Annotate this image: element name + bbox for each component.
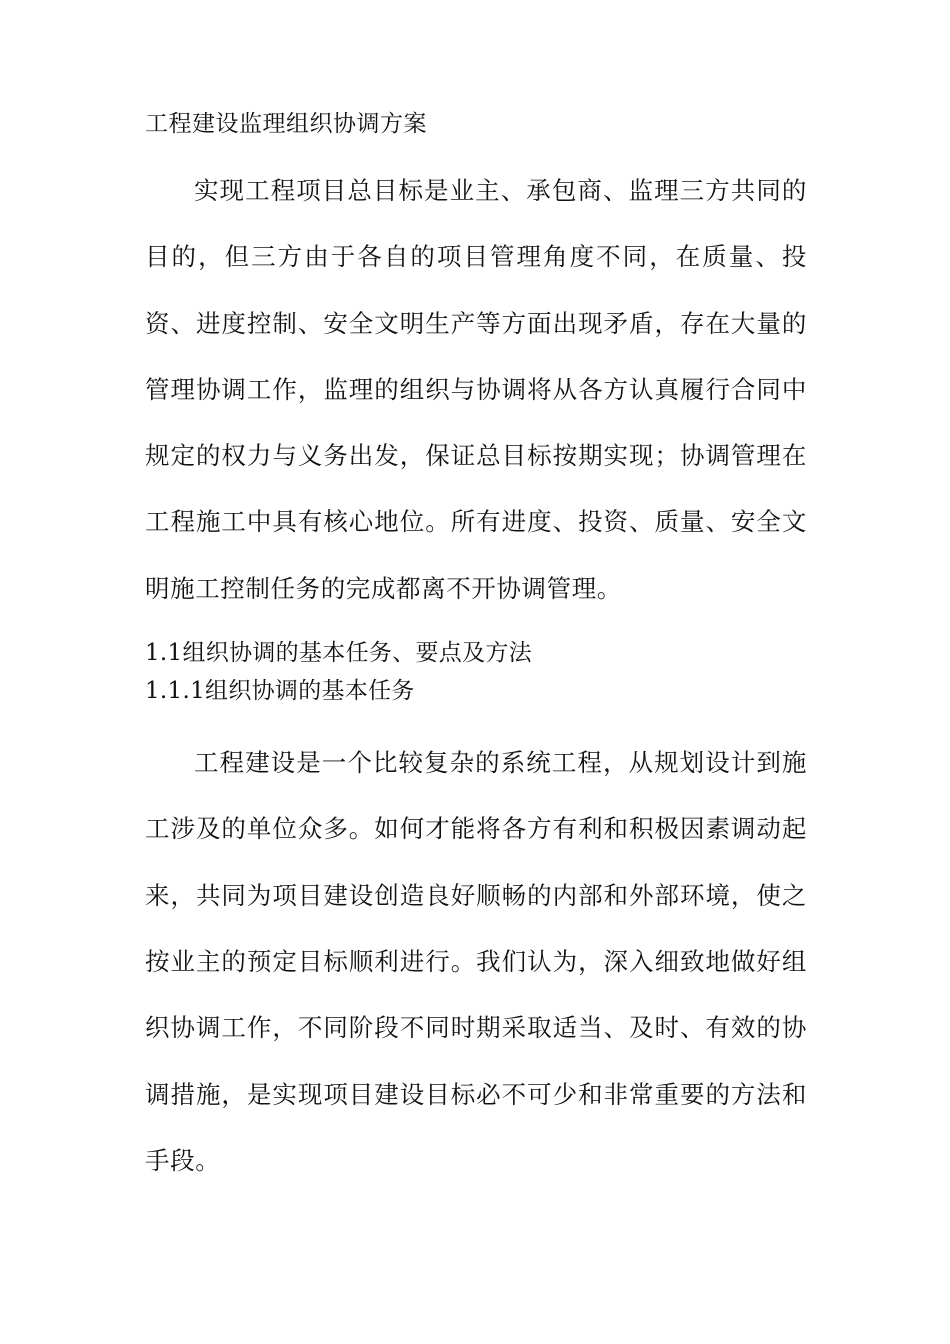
section-1-1-1-paragraph: 工程建设是一个比较复杂的系统工程，从规划设计到施工涉及的单位众多。如何才能将各方有利和积极因素调动起来，共同为项目建设创造良好顺畅的内部和外部环境，使之按业主的预定目标顺利进行。我们认为，深入细致地做好组织协调工作，不同阶段不同时期采取适当、及时、有效的协调措施，是实现项目建设目标必不可少和非常重要的方法和手段。: [145, 748, 807, 1175]
section-1-1-heading: 1.1组织协调的基本任务、要点及方法: [145, 640, 532, 667]
intro-paragraph: 实现工程项目总目标是业主、承包商、监理三方共同的目的，但三方由于各自的项目管理角度不同，在质量、投资、进度控制、安全文明生产等方面出现矛盾，存在大量的管理协调工作，监理的组织与协调将从各方认真履行合同中规定的权力与义务出发，保证总目标按期实现；协调管理在工程施工中具有核心地位。所有进度、投资、质量、安全文明施工控制任务的完成都离不开协调管理。: [145, 176, 807, 603]
section-1-1-1-heading: 1.1.1组织协调的基本任务: [145, 678, 415, 705]
document-title: 工程建设监理组织协调方案: [145, 111, 427, 137]
document-body: [145, 104, 807, 1194]
